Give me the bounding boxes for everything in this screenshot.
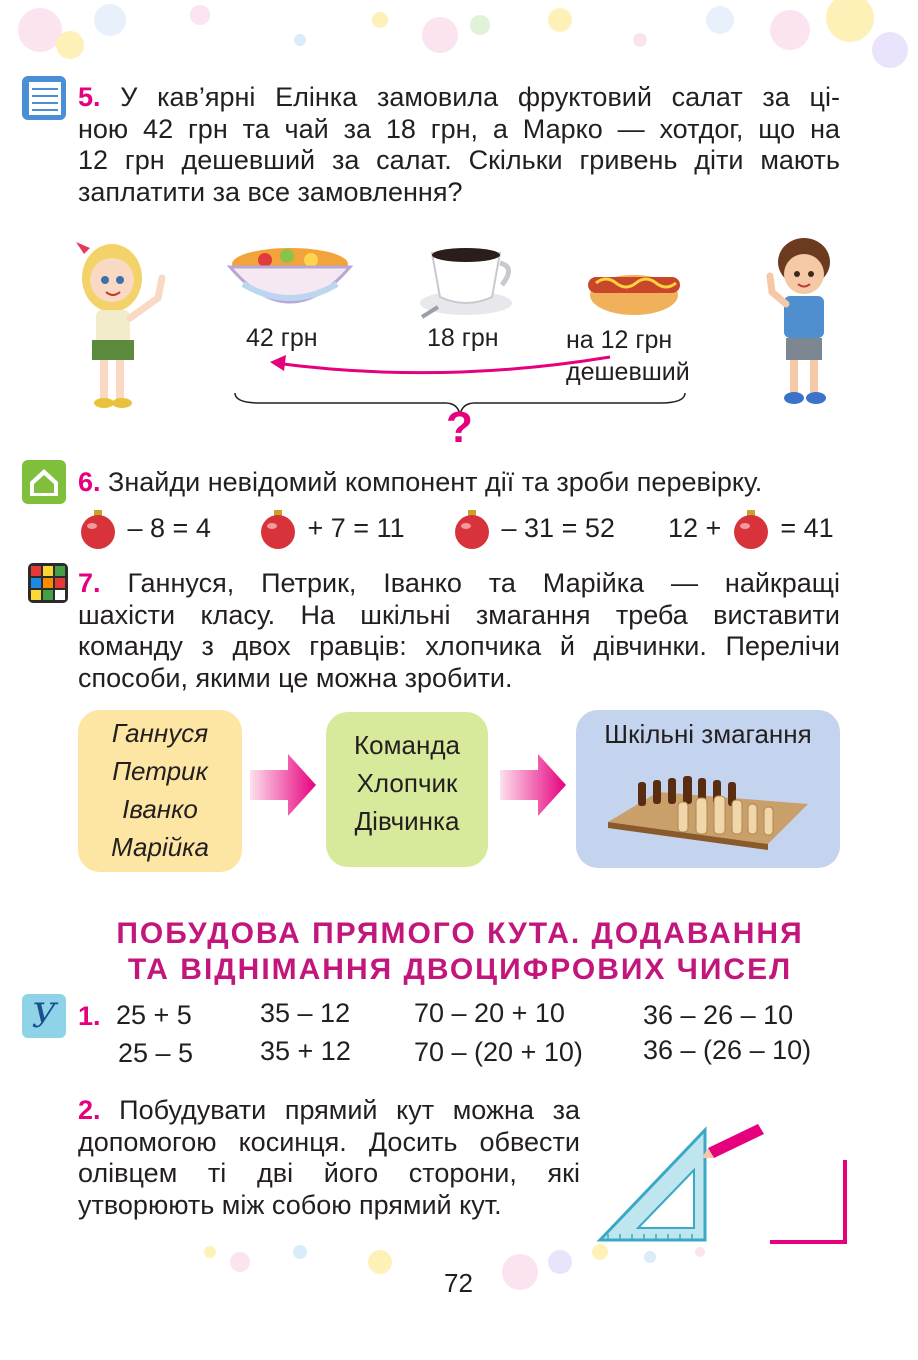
price-salad: 42 грн: [246, 324, 318, 352]
arrow-right-icon: [500, 752, 568, 818]
task6-instruction: Знайди невідомий компонент дії та зроби перевірку.: [108, 467, 763, 497]
equation-4: [668, 510, 834, 550]
notebook-icon: [22, 76, 66, 120]
section-heading-line: ПОБУДОВА ПРЯМОГО КУТА. ДОДАВАННЯ: [116, 917, 804, 950]
expression: 25 – 5: [118, 1038, 194, 1068]
arrow-right-icon: [250, 752, 318, 818]
competition-box: [576, 710, 840, 868]
equation-text: + 7 = 11: [307, 513, 405, 544]
task2-line: утворюють між собою прямий кут.: [78, 1189, 502, 1220]
section-heading: [60, 916, 860, 988]
task7-line: шахісти класу. На шкільні змагання треба виставити: [78, 599, 840, 630]
equation-text: 12 +: [668, 513, 722, 544]
price-hotdog-line2: дешевший: [566, 358, 690, 386]
task7-line: команду з двох гравців: хлопчика й дівчинки. Перелічи: [78, 631, 840, 661]
equation-2: [256, 510, 405, 550]
competition-label: Шкільні змагання: [604, 719, 812, 749]
name-item: Марійка: [111, 832, 209, 862]
question-mark: ?: [446, 403, 473, 452]
price-hotdog-line1: на 12 грн: [566, 326, 673, 354]
equation-3: [450, 510, 615, 550]
expression: 36 – (26 – 10): [643, 1035, 812, 1065]
section-heading-line: ТА ВІДНІМАННЯ ДВОЦИФРОВИХ ЧИСЕЛ: [127, 953, 793, 986]
tea-cup-illustration: [418, 245, 518, 325]
home-icon: [22, 460, 66, 504]
hotdog-illustration: [584, 255, 684, 320]
page-number: 72: [444, 1268, 473, 1298]
rubiks-cube-icon: [26, 561, 70, 605]
equation-text: = 41: [780, 513, 834, 544]
equation-1: [76, 510, 211, 550]
name-item: Петрик: [112, 756, 208, 786]
expression: 70 – (20 + 10): [414, 1037, 583, 1067]
task6-number: 6.: [78, 467, 101, 497]
team-item: Дівчинка: [354, 806, 460, 836]
task7-text: [78, 568, 840, 694]
task5-text: [78, 82, 840, 208]
names-box: [78, 710, 242, 872]
task2-text: [78, 1095, 580, 1221]
name-item: Ганнуся: [111, 718, 209, 748]
expression: 70 – 20 + 10: [414, 998, 565, 1028]
expression: 25 + 5: [116, 1000, 192, 1030]
team-item: Хлопчик: [356, 768, 458, 798]
set-square-illustration: [590, 1120, 860, 1250]
task5-number: 5.: [78, 82, 101, 112]
christmas-ball-icon: [258, 510, 298, 550]
boy-illustration: [760, 232, 850, 412]
expression: 36 – 26 – 10: [643, 1000, 794, 1030]
task6-text: [78, 467, 762, 499]
fruit-salad-illustration: [225, 242, 355, 322]
task1-number: 1.: [78, 1001, 101, 1031]
name-item: Іванко: [122, 794, 198, 824]
task2-line: олівцем ті дві його сторони, які: [78, 1158, 580, 1188]
task5-line: У кав’ярні Елінка замовила фруктовий салат за ці-: [120, 82, 840, 112]
task2-line: допомогою косинця. Досить обвести: [78, 1126, 580, 1157]
task5-line: ною 42 грн та чай за 18 грн, а Марко — хотдог, що на: [78, 113, 840, 144]
task7-line: Ганнуся, Петрик, Іванко та Марійка — найкращі: [127, 568, 840, 598]
expression: 35 – 12: [260, 998, 351, 1028]
girl-illustration: [70, 238, 180, 413]
chessboard-illustration: [598, 752, 818, 852]
team-item: Команда: [354, 730, 460, 760]
decorative-bubbles-top: [0, 0, 918, 80]
christmas-ball-icon: [452, 510, 492, 550]
letter-u-icon: [22, 994, 66, 1038]
expression: 35 + 12: [260, 1036, 351, 1066]
task5-line: 12 грн дешевший за салат. Скільки гривень діти мають: [78, 145, 840, 175]
equation-text: – 8 = 4: [127, 513, 211, 544]
task2-number: 2.: [78, 1095, 101, 1125]
task5-line: заплатити за все замовлення?: [78, 176, 463, 207]
task2-line: Побудувати прямий кут можна за: [119, 1095, 580, 1125]
task7-line: способи, якими це можна зробити.: [78, 662, 513, 693]
task7-number: 7.: [78, 568, 101, 598]
christmas-ball-icon: [731, 510, 771, 550]
team-box: [326, 712, 488, 867]
equation-text: – 31 = 52: [501, 513, 615, 544]
price-tea: 18 грн: [427, 324, 499, 352]
christmas-ball-icon: [78, 510, 118, 550]
letter-u-glyph: У: [31, 996, 57, 1036]
